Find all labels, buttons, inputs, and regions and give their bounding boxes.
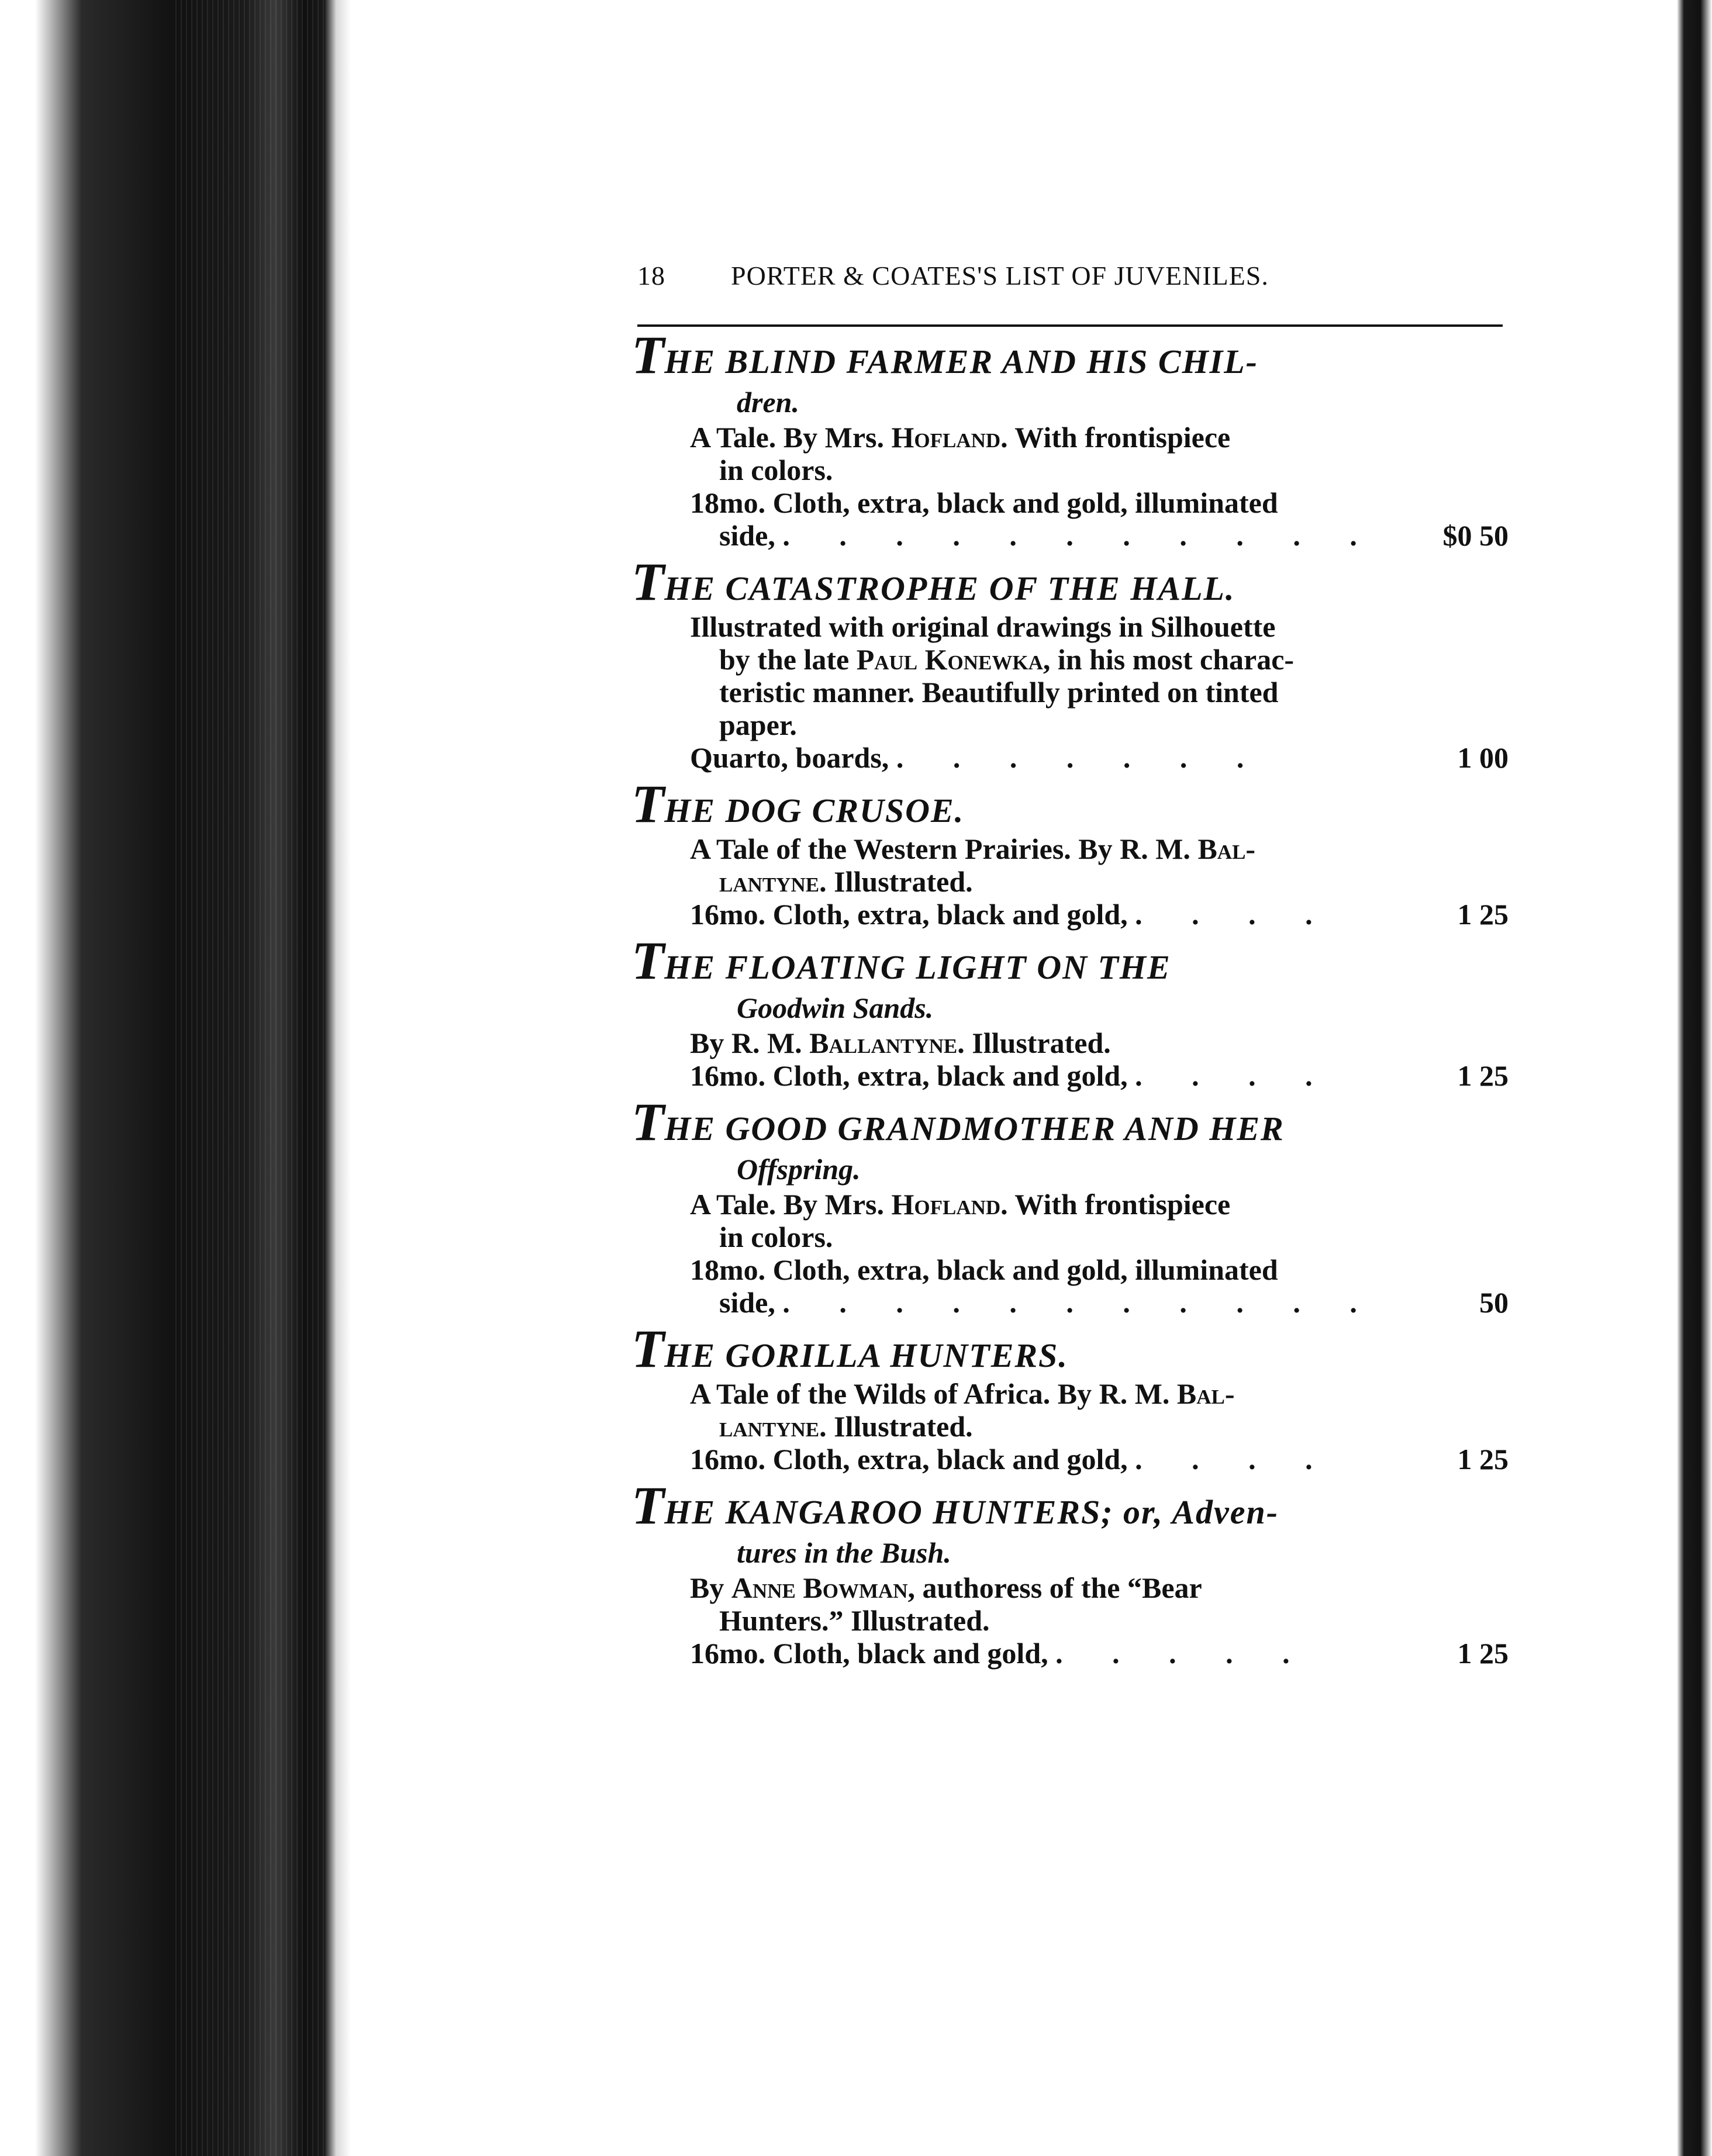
author-name: lantyne. <box>719 1410 827 1443</box>
desc-text: Illustrated. <box>826 1410 973 1443</box>
running-title: PORTER & COATES'S LIST OF JUVENILES. <box>731 261 1269 291</box>
catalog-entry <box>631 1319 1509 1476</box>
title-initial: T <box>631 931 665 990</box>
desc-text: Illustrated. <box>964 1027 1111 1059</box>
desc-continuation: Hunters.” Illustrated. <box>719 1604 990 1637</box>
author-name: lantyne. <box>719 865 827 898</box>
title-subtitle: or, Adven- <box>1113 1493 1279 1531</box>
price: 1 25 <box>1457 1637 1509 1670</box>
desc-continuation: in colors. <box>719 454 833 486</box>
leader-dots: . . . . . . . <box>896 741 1265 774</box>
title-initial: T <box>631 1092 665 1152</box>
title-text: HE BLIND FARMER AND HIS CHIL- <box>664 343 1258 381</box>
right-book-edge <box>1677 0 1712 2156</box>
entry-title <box>631 774 1509 834</box>
binding-line <box>631 1253 1509 1319</box>
desc-text: A Tale. By Mrs. <box>690 421 892 454</box>
binding-text: 16mo. Cloth, extra, black and gold, <box>690 898 1128 931</box>
binding-text: 18mo. Cloth, extra, black and gold, illuminated <box>690 486 1278 519</box>
binding-line <box>631 1443 1509 1476</box>
binding-text: Quarto, boards, <box>690 741 889 774</box>
author-name: Bal- <box>1176 1377 1235 1410</box>
title-initial: T <box>631 774 665 834</box>
desc-text: By <box>690 1571 731 1604</box>
price: 1 25 <box>1457 898 1509 931</box>
binding-text: 16mo. Cloth, black and gold, <box>690 1637 1048 1670</box>
entry-description <box>631 1377 1509 1443</box>
author-name: Hofland. <box>891 421 1008 454</box>
author-name: Ballantyne. <box>809 1027 965 1059</box>
desc-continuation: paper. <box>719 709 797 741</box>
binding-line <box>631 486 1509 552</box>
binding-text: 16mo. Cloth, extra, black and gold, <box>690 1059 1128 1092</box>
binding-text: side, <box>719 1286 775 1319</box>
entry-title-continuation: dren. <box>737 386 799 419</box>
entry-description <box>631 610 1509 741</box>
entry-title-continuation: Goodwin Sands. <box>737 991 934 1024</box>
page-edges <box>175 0 327 2156</box>
entry-description <box>631 1571 1509 1637</box>
title-text: HE CATASTROPHE OF THE HALL. <box>664 569 1235 607</box>
title-initial: T <box>631 1476 665 1535</box>
author-name: Hofland. <box>891 1188 1008 1221</box>
desc-text: A Tale of the Wilds of Africa. By R. M. <box>690 1377 1177 1410</box>
binding-text: 18mo. Cloth, extra, black and gold, illuminated <box>690 1253 1278 1286</box>
page-header <box>637 260 1415 301</box>
entry-description <box>631 1188 1509 1253</box>
title-initial: T <box>631 325 665 385</box>
price: 50 <box>1479 1286 1509 1319</box>
binding-text: 16mo. Cloth, extra, black and gold, <box>690 1443 1128 1476</box>
price: 1 00 <box>1457 741 1509 774</box>
entry-title <box>631 325 1509 385</box>
leader-dots: . . . . <box>1135 1059 1334 1092</box>
entry-title <box>631 931 1509 990</box>
desc-text: by the late <box>719 643 857 676</box>
desc-continuation <box>690 865 1427 898</box>
catalog-entry <box>631 552 1509 774</box>
desc-text: Illustrated. <box>826 865 973 898</box>
title-text: HE KANGAROO HUNTERS; <box>664 1493 1114 1531</box>
catalog-entry <box>631 1092 1509 1319</box>
entry-title <box>631 552 1509 611</box>
title-text: HE GOOD GRANDMOTHER AND HER <box>664 1110 1285 1148</box>
leader-dots: . . . . . <box>1055 1637 1311 1670</box>
entry-title <box>631 1092 1509 1152</box>
entry-title <box>631 1476 1509 1535</box>
desc-text: With frontispiece <box>1007 1188 1231 1221</box>
price: 1 25 <box>1457 1443 1509 1476</box>
catalog-entry <box>631 774 1509 931</box>
author-name: Paul Konewka <box>856 643 1043 676</box>
desc-text: Illustrated with original drawings in Silhouette <box>690 610 1276 643</box>
binding-text: side, <box>719 519 775 552</box>
desc-text: By R. M. <box>690 1027 810 1059</box>
desc-continuation <box>690 1410 1427 1443</box>
binding-continuation <box>690 519 1415 552</box>
binding-line <box>631 741 1509 774</box>
entry-description <box>631 421 1509 486</box>
binding-line <box>631 1059 1509 1092</box>
entry-description <box>631 832 1509 898</box>
catalog-entry <box>631 325 1509 552</box>
desc-text: , in his most charac- <box>1043 643 1295 676</box>
author-name: Anne Bowman <box>731 1571 908 1604</box>
desc-continuation <box>690 643 1427 676</box>
leader-dots: . . . . <box>1135 1443 1334 1476</box>
desc-continuation: teristic manner. Beautifully printed on tinted <box>719 676 1279 709</box>
leader-dots: . . . . . . . . . . . <box>782 519 1378 552</box>
desc-text: A Tale. By Mrs. <box>690 1188 892 1221</box>
price: $0 50 <box>1442 519 1509 552</box>
header-rule <box>637 324 1503 327</box>
binding-continuation <box>690 1286 1415 1319</box>
entry-title-continuation: Offspring. <box>737 1153 861 1186</box>
leader-dots: . . . . . . . . . . . <box>782 1286 1378 1319</box>
page-number: 18 <box>637 261 665 291</box>
title-text: HE DOG CRUSOE. <box>664 792 965 830</box>
title-initial: T <box>631 1319 665 1378</box>
desc-text: , authoress of the “Bear <box>907 1571 1202 1604</box>
title-text: HE FLOATING LIGHT ON THE <box>664 948 1171 986</box>
binding-line <box>631 1637 1509 1670</box>
catalog-entry <box>631 931 1509 1092</box>
desc-text: A Tale of the Western Prairies. By R. M. <box>690 832 1198 865</box>
leader-dots: . . . . <box>1135 898 1334 931</box>
catalog-entries <box>631 325 1509 1678</box>
price: 1 25 <box>1457 1059 1509 1092</box>
title-text: HE GORILLA HUNTERS. <box>664 1336 1068 1374</box>
desc-text: With frontispiece <box>1007 421 1231 454</box>
desc-continuation: in colors. <box>719 1221 833 1253</box>
author-name: Bal- <box>1197 832 1256 865</box>
catalog-entry <box>631 1476 1509 1670</box>
entry-description <box>631 1027 1509 1059</box>
entry-title <box>631 1319 1509 1378</box>
binding-line <box>631 898 1509 931</box>
title-initial: T <box>631 552 665 611</box>
entry-title-continuation: tures in the Bush. <box>737 1536 951 1569</box>
